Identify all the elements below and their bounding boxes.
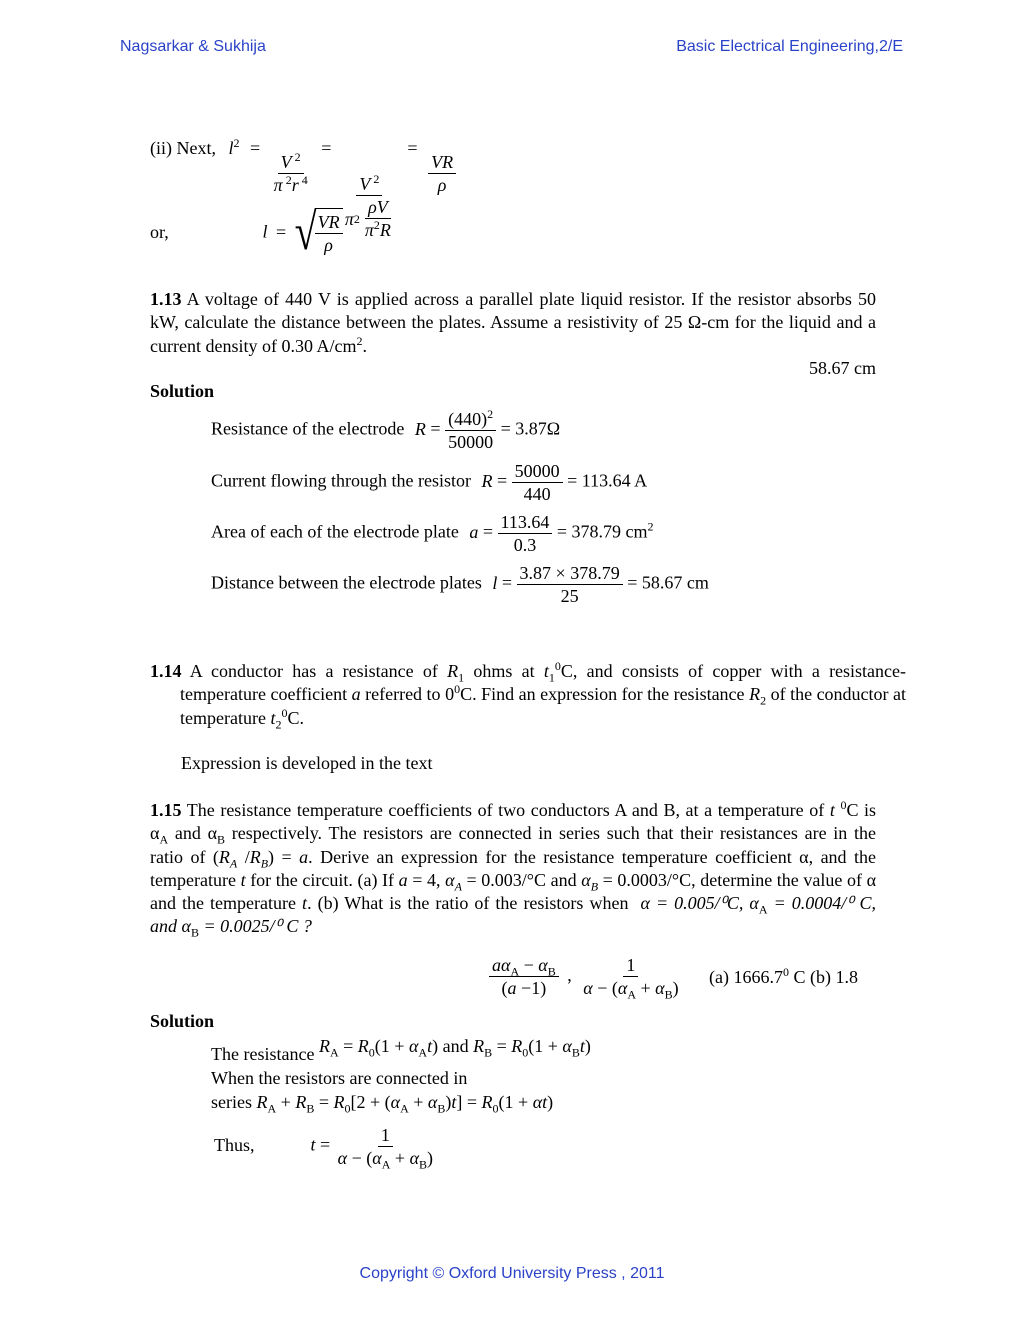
solution-thus-equation: Thus, t = $\frac{1}{\alpha - (\alpha_A + \alpha_B)}$ [214,1125,434,1172]
calc-resistance: Resistance of the electrode R = $\frac{(440)^2}{50000}$ = 3.87Ω [211,407,561,452]
header-book-title: Basic Electrical Engineering,2/E [676,38,903,55]
note-1-14: Expression is developed in the text [181,753,433,773]
solution-label-1-13: Solution [150,381,215,401]
answer-1-13: 58.67 cm [809,358,876,378]
solution-series-intro: When the resistors are connected in [211,1068,468,1088]
calc-distance: Distance between the electrode plates l = $\frac{3.87 \times 378.79}{25}$ = 58.67 cm [211,563,709,606]
equation-l-squared: (ii) Next, $l^2$ = $\frac{V ^2}{\pi ^2r ^4}$ = V $^2$ π 2 $\frac{\rho V}{\pi^2R}$ = $\frac{VR}{\rho}$ [150,138,456,241]
problem-1-15: 1.15 The resistance temperature coefficients of two conductors A and B, at a temperature of t $^0$C is $\alpha_A$ and $\alpha_B$ respectively. The resistors are connected in series such that their resistances are in the ratio of ($R_A$ $/R_B) = a$. Derive an expression for the resistance temperature coefficient α, and the temperature t for the circuit. (a) If a = 4, $\alpha_A = 0.003/^\circ C$ and $\alpha_B = 0.0003/^\circ C$, determine the value of α and the temperature t. (b) What is the ratio of the resistors when α = 0.005/⁰C, $\alpha_A = 0.0004/^0$ C, and $\alpha_B = 0.0025/^0$ C ? [150,798,877,941]
solution-label-1-15: Solution [150,1011,215,1031]
equation-l-sqrt: or, l = √ $\frac{VR}{\rho}$ [150,208,343,256]
answer-1-15: (a) 1666.7$^0$ C (b) 1.8 [709,965,858,987]
header-author: Nagsarkar & Sukhija [120,38,266,55]
calc-current: Current flowing through the resistor R = $\frac{50000}{440}$ = 113.64 A [211,461,648,504]
calc-area: Area of each of the electrode plate a = $\frac{113.64}{0.3}$ = 378.79 $cm^2$ [211,512,654,555]
solution-series-equation: series $R_A + R_B = R_0[2 + (\alpha_A + \alpha_B)t] = R_0(1 + \alpha t)$ [211,1092,554,1116]
problem-1-14: 1.14 A conductor has a resistance of $R_1$ ohms at $t_1^0C$, and consists of copper with a resistance-temperature coefficient a referred to $0^0C$. Find an expression for the resistance $R_2$ of the conductor at temperature $t_2^0C$. [150,659,907,732]
answer-formulas-1-15: $\frac{a\alpha_A - \alpha_B}{(a -1)}$ , $\frac{1}{\alpha - (\alpha_A + \alpha_B)}$ [489,954,682,999]
footer-copyright: Copyright © Oxford University Press , 2011 [359,1265,665,1282]
problem-1-13: 1.13 A voltage of 440 V is applied across a parallel plate liquid resistor. If the resistor absorbs 50 kW, calculate the distance between the plates. Assume a resistivity of 25 Ω-cm for the liquid and a current density of 0.30 $A/cm^2$. [150,289,876,356]
solution-resistance-line: The resistance $R_A = R_0(1 + \alpha_At)$ and $R_B = R_0(1 + \alpha_Bt)$ [211,1036,591,1064]
